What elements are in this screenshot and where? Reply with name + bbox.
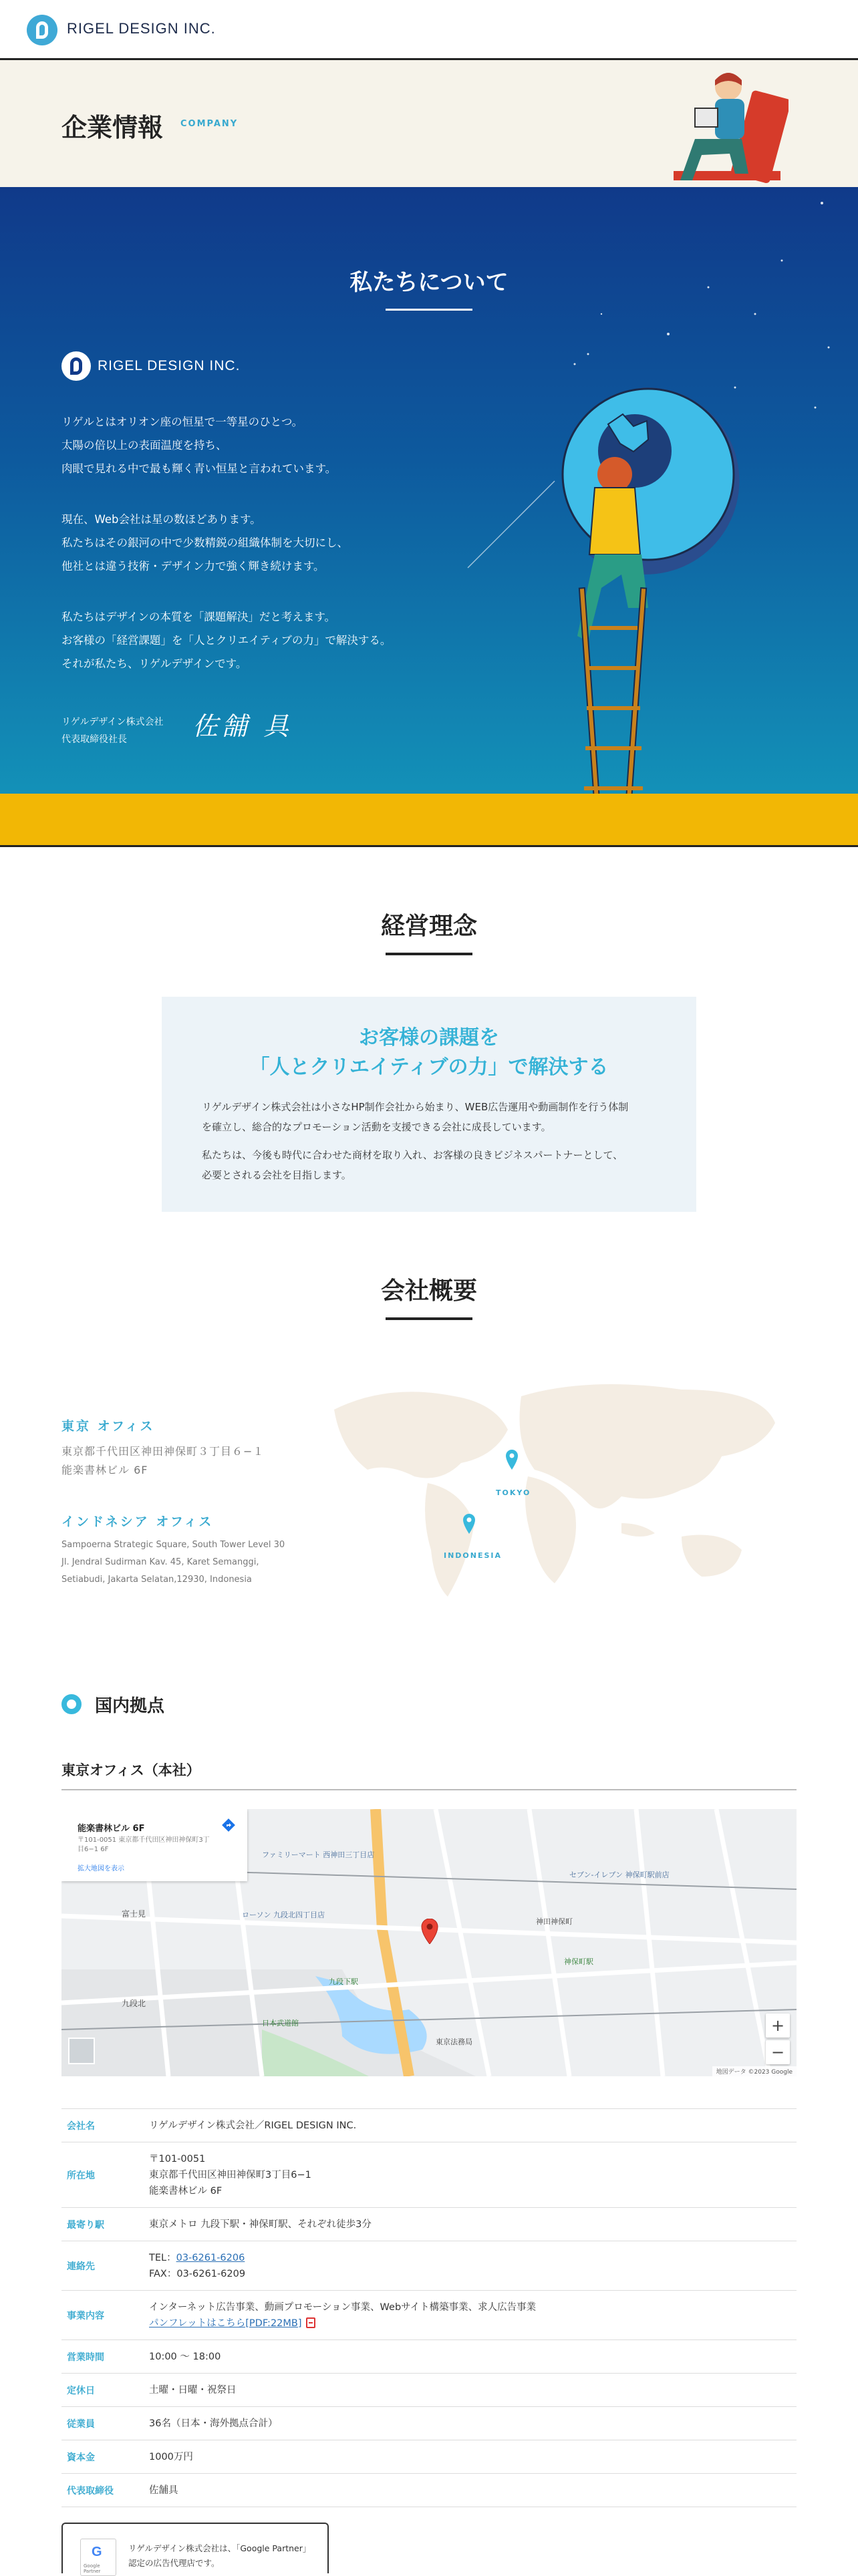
row-value: 土曜・日曜・祝祭日 [149, 2384, 237, 2396]
row-label: 資本金 [67, 2452, 95, 2463]
about-paragraph-3 [61, 605, 489, 675]
row-label: 最寄り駅 [67, 2219, 104, 2231]
world-map [307, 1370, 789, 1630]
about-line: それが私たち、リゲルデザインです。 [61, 657, 247, 670]
tel-line [149, 2250, 796, 2266]
row-value: 佐舗具 [149, 2484, 178, 2496]
about-logo-icon [61, 351, 91, 381]
overview-title: 会社概要 [380, 1277, 477, 1305]
philosophy-heading [162, 1023, 696, 1082]
map-pin-tokyo-icon[interactable] [505, 1450, 519, 1470]
row-label: 定休日 [67, 2385, 95, 2396]
about-line: リゲルとはオリオン座の恒星で一等星のひとつ。 [61, 416, 303, 428]
table-row [61, 2291, 797, 2340]
domestic-title: 国内拠点 [95, 1696, 165, 1716]
philosophy-box [162, 997, 696, 1212]
office-address [61, 1442, 302, 1480]
philosophy-line: リゲルデザイン株式会社は小さなHP制作会社から始まり、WEB広告運用や動画制作を行う体制 [202, 1101, 629, 1113]
directions-icon[interactable] [222, 1818, 235, 1832]
map-place-label: ローソン 九段北四丁目店 [242, 1911, 325, 1919]
table-row [61, 2474, 797, 2507]
google-g-icon: G [92, 2545, 102, 2559]
google-partner-badge [80, 2539, 116, 2576]
fax-line: FAX：03-6261-6209 [149, 2268, 246, 2279]
map-place-label: 神保町駅 [564, 1957, 593, 1966]
page-title: 企業情報 [61, 113, 164, 142]
map-pin-indonesia-icon[interactable] [462, 1514, 476, 1534]
map-card-link[interactable]: 拡大地図を表示 [78, 1865, 124, 1873]
about-ground-band [0, 794, 858, 847]
map-card-address: 〒101-0051 東京都千代田区神田神保町3丁目6−1 6F [78, 1836, 210, 1853]
row-value-line: 〒101-0051 [149, 2153, 206, 2164]
office-address-line: Jl. Jendral Sudirman Kav. 45, Karet Semanggi, [61, 1557, 259, 1567]
row-value-line: 能楽書林ビル 6F [149, 2185, 223, 2197]
company-info-table [61, 2108, 797, 2507]
philosophy-heading-line: お客様の課題を [359, 1026, 499, 1050]
row-value: 36名（日本・海外拠点合計） [149, 2418, 278, 2429]
row-value: 1000万円 [149, 2451, 193, 2462]
map-card-title: 能楽書林ビル 6F [78, 1824, 145, 1834]
tel-prefix: TEL： [149, 2252, 176, 2263]
google-map[interactable] [61, 1809, 797, 2076]
logo-text[interactable]: RIGEL DESIGN INC. [67, 20, 216, 37]
map-marker-icon[interactable] [421, 1919, 438, 1944]
philosophy-heading-line: 「人とクリエイティブの力」で解決する [249, 1056, 609, 1079]
map-place-label: 富士見 [122, 1909, 146, 1919]
office-address-line: Setiabudi, Jakarta Selatan,12930, Indonesia [61, 1575, 252, 1585]
office-list [61, 1416, 302, 1589]
row-value: リゲルデザイン株式会社／RIGEL DESIGN INC. [149, 2120, 357, 2131]
about-line: 私たちはデザインの本質を「課題解決」だと考えます。 [61, 611, 336, 623]
table-row [61, 2440, 797, 2474]
office-name: 東京 オフィス [61, 1419, 155, 1434]
logo-icon[interactable] [27, 15, 57, 45]
google-partner-badge-text: Google Partner [84, 2563, 101, 2574]
row-value: 10:00 〜 18:00 [149, 2351, 221, 2362]
philosophy-paragraph-1 [202, 1097, 663, 1137]
google-partner-text [128, 2541, 311, 2571]
tokyo-office-title: 東京オフィス（本社） [61, 1762, 200, 1778]
philosophy-line: 必要とされる会社を目指します。 [202, 1169, 351, 1181]
row-value [148, 2142, 797, 2208]
zoom-out-button[interactable]: − [766, 2040, 790, 2064]
map-label-indonesia: INDONESIA [444, 1551, 503, 1560]
table-row [61, 2340, 797, 2374]
office-address [61, 1537, 302, 1589]
row-value [148, 2291, 797, 2340]
table-row [61, 2241, 797, 2291]
about-line: 肉眼で見れる中で最も輝く青い恒星と言われています。 [61, 462, 337, 475]
signature-block [61, 713, 163, 748]
partner-line: リゲルデザイン株式会社は、「Google Partner」 [128, 2543, 311, 2553]
table-row [61, 2208, 797, 2241]
signature-company: リゲルデザイン株式会社 [61, 717, 164, 728]
about-line: 他社とは違う技術・デザイン力で強く輝き続けます。 [61, 560, 325, 573]
philosophy-title: 経営理念 [380, 913, 477, 940]
about-line: 私たちはその銀河の中で少数精鋭の組織体制を大切にし、 [61, 536, 348, 549]
map-place-label: セブン-イレブン 神保町駅前店 [569, 1871, 670, 1879]
map-place-label: 九段下駅 [329, 1977, 358, 1986]
google-partner-box[interactable] [61, 2523, 329, 2573]
row-value: 東京メトロ 九段下駅・神保町駅、それぞれ徒歩3分 [149, 2219, 372, 2230]
philosophy-underline [386, 953, 472, 955]
table-row [61, 2142, 797, 2208]
office-tokyo [61, 1416, 302, 1480]
table-row [61, 2374, 797, 2407]
office-name: インドネシア オフィス [61, 1514, 214, 1529]
office-indonesia [61, 1512, 302, 1589]
signature-name: 佐舗 具 [192, 711, 293, 741]
map-attribution: 地図データ ©2023 Google [712, 2066, 797, 2076]
office-address-line: 能楽書林ビル 6F [61, 1464, 148, 1476]
about-paragraph-2 [61, 508, 489, 578]
row-value-line: インターネット広告事業、動画プロモーション事業、Webサイト構築事業、求人広告事業 [149, 2301, 537, 2313]
table-row [61, 2109, 797, 2142]
row-label: 所在地 [67, 2170, 95, 2181]
row-value-line: 東京都千代田区神田神保町3丁目6−1 [149, 2169, 311, 2181]
tokyo-office-divider [61, 1789, 797, 1790]
about-line: お客様の「経営課題」を「人とクリエイティブの力」で解決する。 [61, 634, 392, 647]
overview-underline [386, 1317, 472, 1320]
map-place-label: 東京法務局 [436, 2038, 472, 2046]
map-info-card [61, 1809, 247, 1881]
reading-man-illustration [668, 67, 789, 187]
philosophy-line: 私たちは、今後も時代に合わせた商材を取り入れ、お客様の良きビジネスパートナーとして、 [202, 1149, 623, 1161]
table-row [61, 2407, 797, 2440]
world-map-shapes [307, 1370, 789, 1630]
about-line: 太陽の倍以上の表面温度を持ち、 [61, 439, 227, 452]
philosophy-line: を確立し、総合的なプロモーション活動を支援できる会社に成長しています。 [202, 1121, 551, 1133]
philosophy-paragraph-2 [202, 1145, 663, 1185]
domestic-bullet-icon [61, 1694, 82, 1714]
about-logo-text: RIGEL DESIGN INC. [98, 358, 241, 373]
pdf-icon [306, 2317, 315, 2328]
about-line: 現在、Web会社は星の数ほどあります。 [61, 513, 261, 526]
partner-line: 認定の広告代理店です。 [128, 2558, 220, 2568]
street-view-thumbnail[interactable] [68, 2038, 95, 2064]
row-value [148, 2241, 797, 2291]
about-title: 私たちについて [349, 269, 509, 296]
row-label: 事業内容 [67, 2310, 104, 2321]
row-label: 従業員 [67, 2418, 95, 2430]
about-paragraph-1 [61, 410, 489, 480]
pamphlet-line [149, 2315, 796, 2331]
tel-link[interactable]: 03-6261-6206 [176, 2252, 245, 2263]
map-place-label: ファミリーマート 西神田三丁目店 [262, 1850, 375, 1859]
row-label: 営業時間 [67, 2352, 104, 2363]
office-address-line: 東京都千代田区神田神保町３丁目６−１ [61, 1445, 265, 1458]
site-header [0, 0, 858, 60]
signature-role: 代表取締役社長 [61, 734, 127, 745]
zoom-in-button[interactable]: + [766, 2014, 790, 2038]
row-label: 連絡先 [67, 2261, 95, 2272]
row-label: 代表取締役 [67, 2485, 114, 2497]
office-address-line: Sampoerna Strategic Square, South Tower Level 30 [61, 1540, 285, 1550]
map-label-tokyo: TOKYO [496, 1488, 531, 1497]
map-place-label: 九段北 [122, 1999, 146, 2008]
map-place-label: 日本武道館 [262, 2019, 299, 2028]
page-subtitle: COMPANY [180, 119, 239, 129]
row-label: 会社名 [67, 2120, 95, 2132]
about-title-underline [386, 309, 472, 311]
map-place-label: 神田神保町 [536, 1917, 573, 1926]
climbing-man-illustration [548, 387, 775, 802]
pamphlet-link[interactable]: パンフレットはこちら[PDF:22MB] [149, 2317, 302, 2329]
